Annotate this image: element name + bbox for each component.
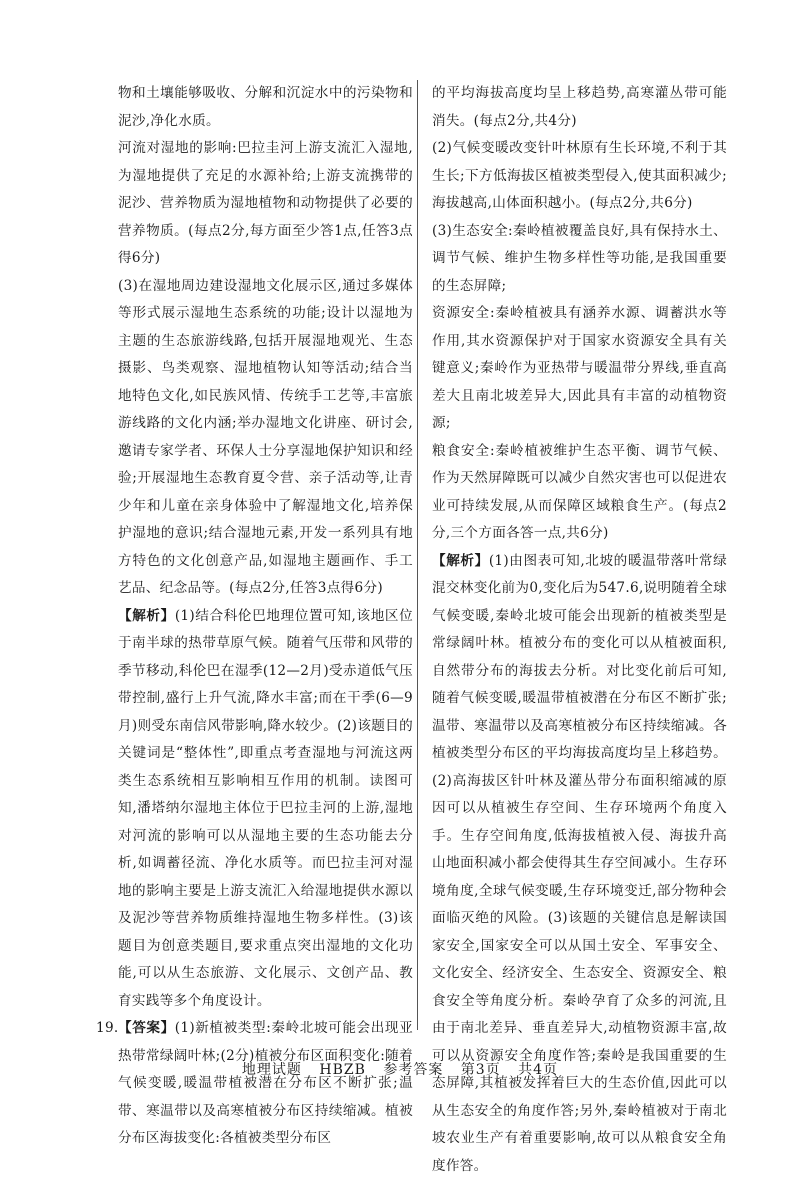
column-divider — [417, 80, 418, 1030]
question-number: 19. — [96, 1015, 119, 1043]
question-19-answer — [118, 1015, 413, 1153]
paragraph-analysis-18 — [118, 603, 413, 1016]
footer-subject: 地理试题 — [242, 1062, 302, 1078]
paragraph-altitude-trend: 的平均海拔高度均呈上移趋势,高寒灌丛带可能消失。(每点2分,共4分) — [432, 80, 727, 135]
analysis-text: (1)由图表可知,北坡的暖温带落叶常绿混交林变化前为0,变化后为547.6,说明随着全球气候变暖,秦岭北坡可能会出现新的植被类型是常绿阔叶林。植被分布的变化可以从植被面积,自然带分布的海拔去分析。对比变化前后可知,随着气候变暖,暖温带植被潜在分布区不断扩张;温带、寒温带以及高寒植被分布区持续缩减。各植被类型分布区的平均海拔高度均呈上移趋势。(2)高海拔区针叶林及灌丛带分布面积缩减的原因可以从植被生存空间、生存环境两个角度入手。生存空间角度,低海拔植被入侵、海拔升高山地面积减小都会使得其生存空间减小。生存环境角度,全球气候变暖,生存环境变迁,部分物种会面临灭绝的风险。(3)该题的关键信息是解读国家安全,国家安全可以从国土安全、军事安全、文化安全、经济安全、生态安全、资源安全、粮食安全等角度分析。秦岭孕育了众多的河流,且由于南北差异、垂直差异大,动植物资源丰富,故可以从资源安全角度作答;秦岭是我国重要的生态屏障,其植被发挥着巨大的生态价值,因此可以从生态安全的角度作答;另外,秦岭植被对于南北坡农业生产有着重要影响,故可以从粮食安全角度作答。 — [432, 553, 727, 1174]
paragraph-conifer-reduction: (2)气候变暖改变针叶林原有生长环境,不利于其生长;下方低海拔区植被类型侵入,使其面积减少;海拔越高,山体面积越小。(每点2分,共6分) — [432, 135, 727, 218]
page-footer — [0, 1059, 800, 1079]
footer-page-number: 第3页 — [461, 1062, 501, 1078]
answer-text: (1)新植被类型:秦岭北坡可能会出现亚热带常绿阔叶林;(2分)植被分布区面积变化:随着气候变暖,暖温带植被潜在分布区不断扩张;温带、寒温带以及高寒植被分布区持续缩减。植被分布区海拔变化:各植被类型分布区 — [118, 1020, 413, 1146]
analysis-text: (1)结合科伦巴地理位置可知,该地区位于南半球的热带草原气候。随着气压带和风带的季节移动,科伦巴在湿季(12—2月)受赤道低气压带控制,盛行上升气流,降水丰富;而在干季(6—9月)则受东南信风带影响,降水较少。(2)该题目的关键词是“整体性”,即重点考查湿地与河流这两类生态系统相互影响相互作用的机制。读图可知,潘塔纳尔湿地主体位于巴拉圭河的上游,湿地对河流的影响可以从湿地主要的生态功能去分析,如调蓄径流、净化水质等。而巴拉圭河对湿地的影响主要是上游支流汇入给湿地提供水源以及泥沙等营养物质维持湿地生物多样性。(3)该题目为创意类题目,要求重点突出湿地的文化功能,可以从生态旅游、文化展示、文创产品、教育实践等多个角度设计。 — [118, 608, 413, 1009]
footer-code: HBZB — [319, 1062, 366, 1078]
analysis-tag: 【解析】 — [118, 608, 175, 624]
answer-tag: 【答案】 — [118, 1020, 175, 1036]
analysis-tag: 【解析】 — [432, 553, 489, 569]
footer-type: 参考答案 — [383, 1062, 443, 1078]
paragraph-food-security: 粮食安全:秦岭植被维护生态平衡、调节气候、作为天然屏障既可以减少自然灾害也可以促进农业可持续发展,从而保障区域粮食生产。(每点2分,三个方面各答一点,共6分) — [432, 438, 727, 548]
left-column — [118, 80, 413, 1153]
right-column — [432, 80, 727, 1180]
paragraph-resource-security: 资源安全:秦岭植被具有涵养水源、调蓄洪水等作用,其水资源保护对于国家水资源安全具有关键意义;秦岭作为亚热带与暖温带分界线,垂直高差大且南北坡差异大,因此具有丰富的动植物资源; — [432, 300, 727, 438]
footer-total-pages: 共4页 — [518, 1062, 558, 1078]
paragraph-water-purification: 物和土壤能够吸收、分解和沉淀水中的污染物和泥沙,净化水质。 — [118, 80, 413, 135]
paragraph-culture-design: (3)在湿地周边建设湿地文化展示区,通过多媒体等形式展示湿地生态系统的功能;设计以湿地为主题的生态旅游线路,包括开展湿地观光、生态摄影、鸟类观察、湿地植物认知等活动;结合当地特色文化,如民族风情、传统手工艺等,丰富旅游线路的文化内涵;举办湿地文化讲座、研讨会,邀请专家学者、环保人士分享湿地保护知识和经验;开展湿地生态教育夏令营、亲子活动等,让青少年和儿童在亲身体验中了解湿地文化,培养保护湿地的意识;结合湿地元素,开发一系列具有地方特色的文化创意产品,如湿地主题画作、手工艺品、纪念品等。(每点2分,任答3点得6分) — [118, 273, 413, 603]
paragraph-ecological-security: (3)生态安全:秦岭植被覆盖良好,具有保持水土、调节气候、维护生物多样性等功能,是我国重要的生态屏障; — [432, 218, 727, 301]
paragraph-river-impact: 河流对湿地的影响:巴拉圭河上游支流汇入湿地,为湿地提供了充足的水源补给;上游支流携带的泥沙、营养物质为湿地植物和动物提供了必要的营养物质。(每点2分,每方面至少答1点,任答3点得6分) — [118, 135, 413, 273]
paragraph-analysis-19 — [432, 548, 727, 1180]
